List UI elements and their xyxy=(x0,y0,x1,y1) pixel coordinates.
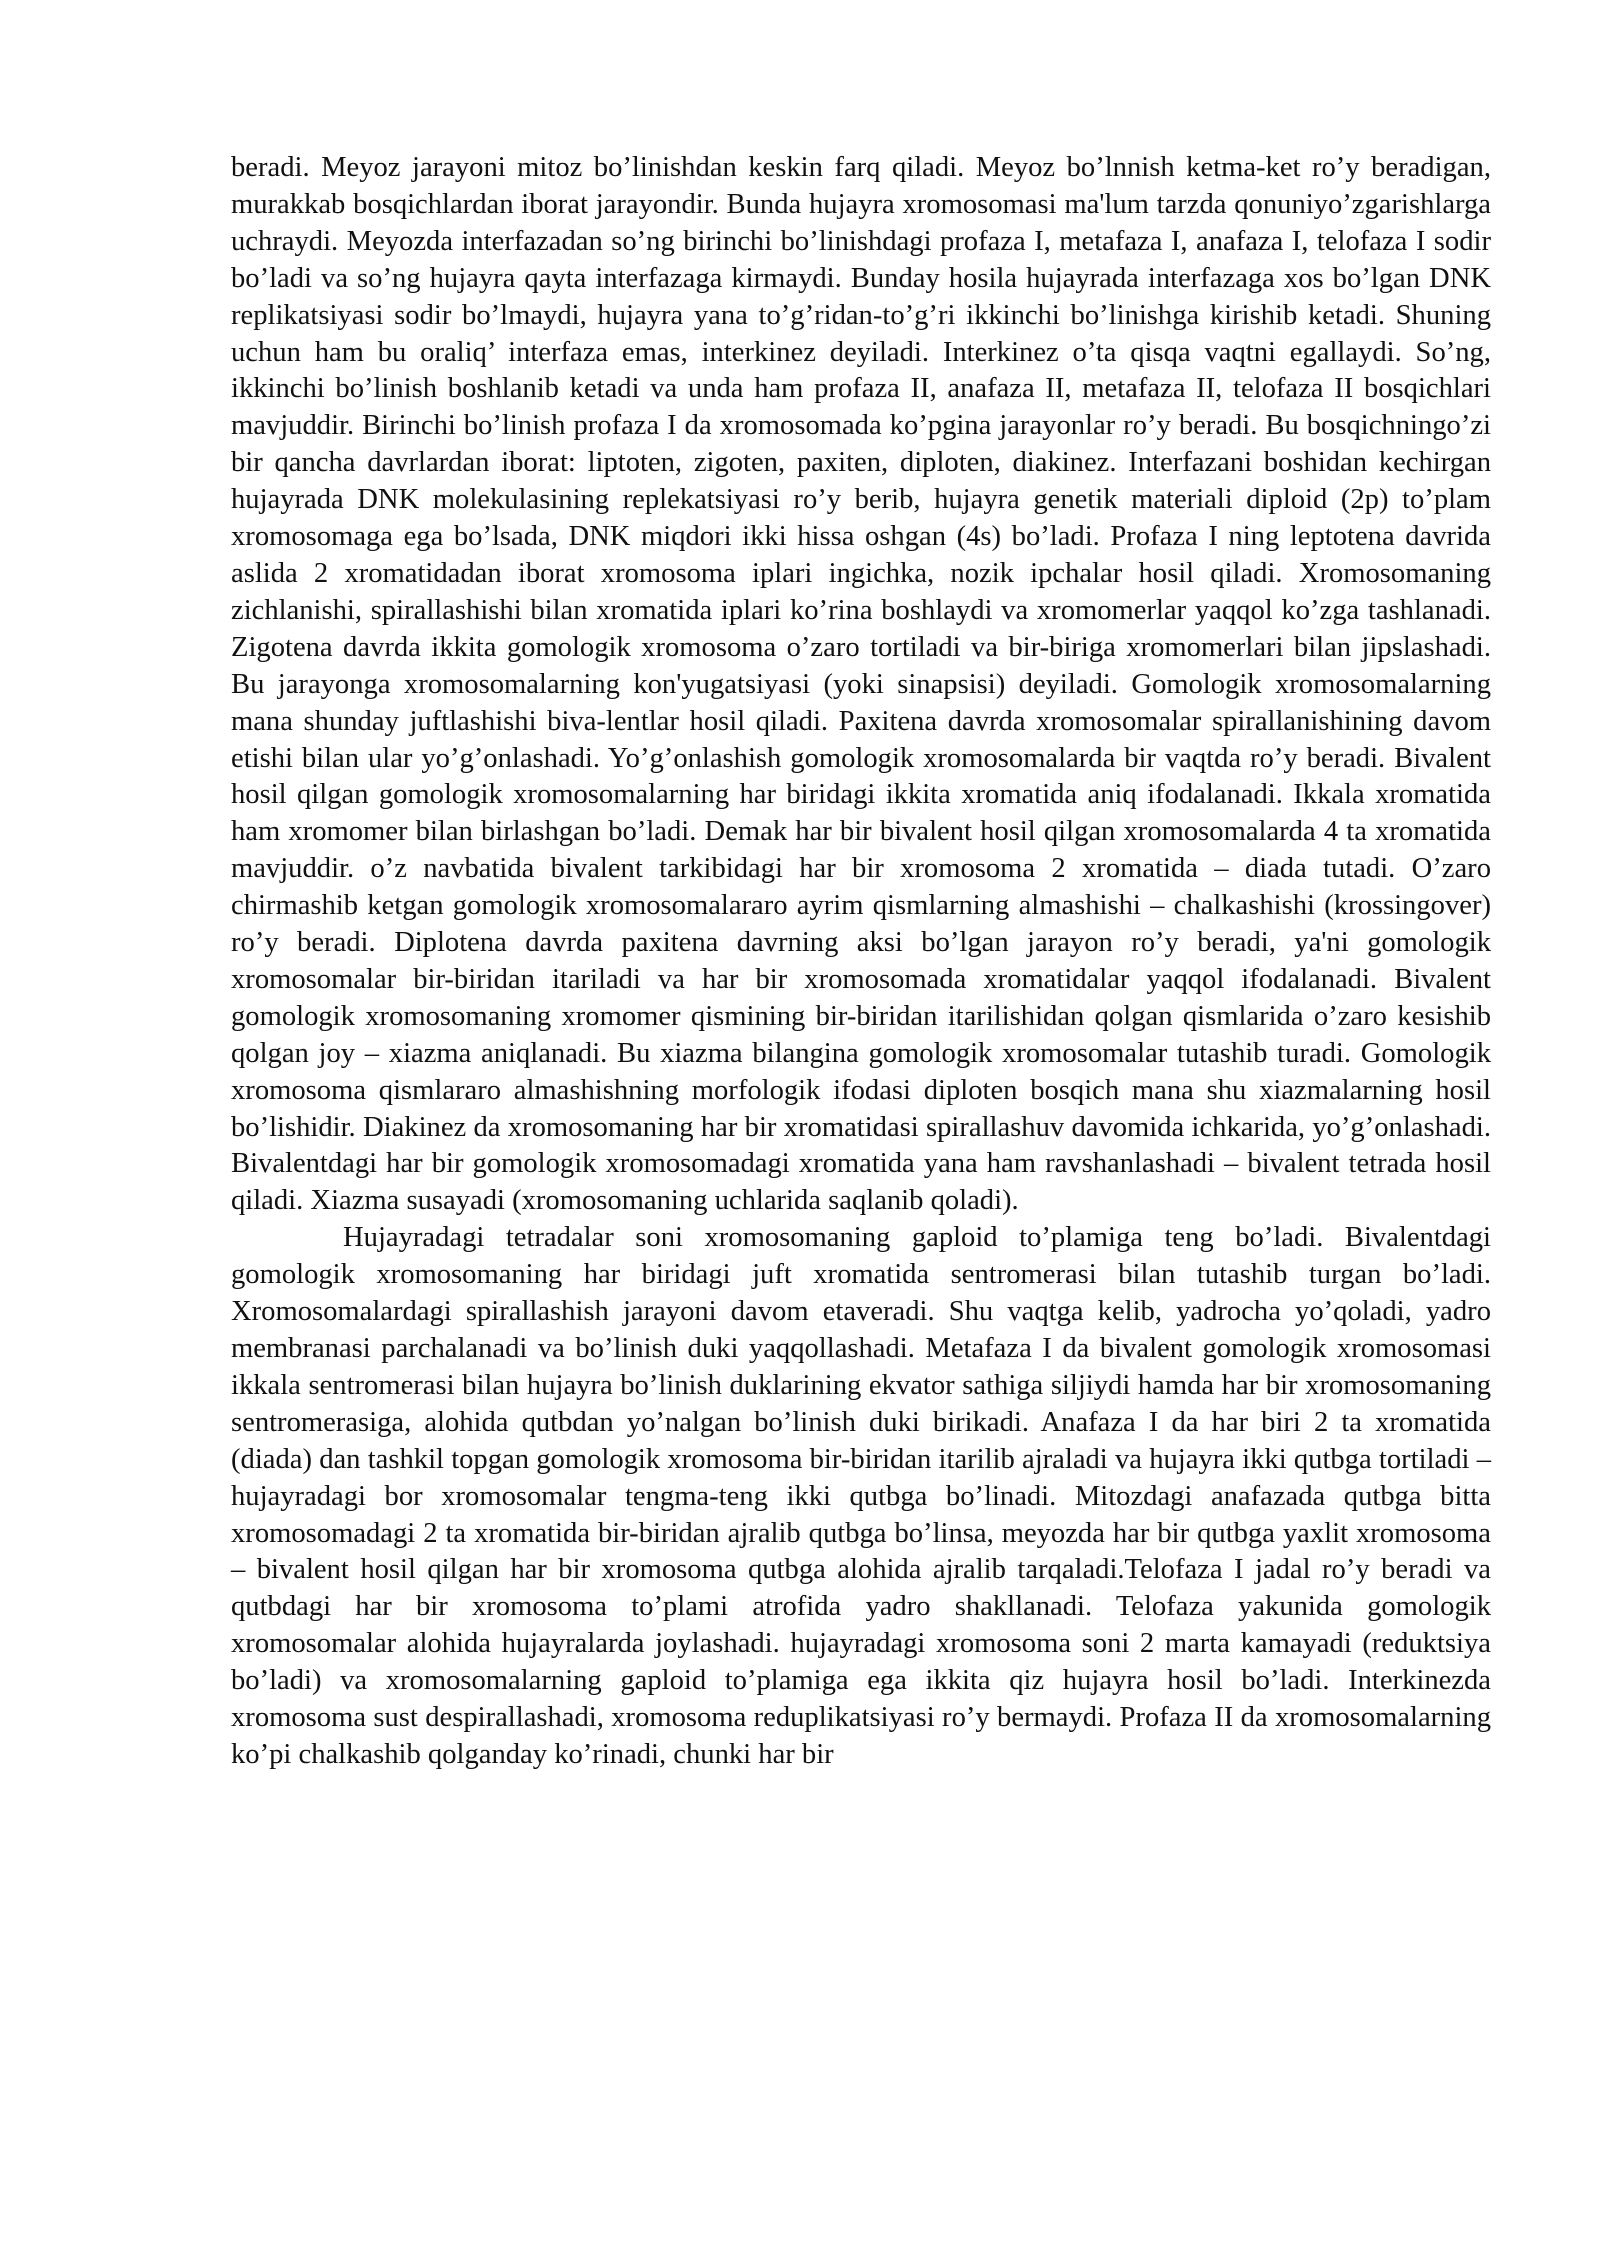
document-page xyxy=(231,150,1491,1774)
paragraph-meiosis-metaphase-anaphase: Hujayradagi tetradalar soni xromosomaning gaploid to’plamiga teng bo’ladi. Bivalentdagi gomologik xromosomaning har biridagi juft xromatida sentromerasi bilan tutashib turgan bo’ladi. Xromosomalardagi spirallashish jarayoni davom etaveradi. Shu vaqtga kelib, yadrocha yo’qoladi, yadro membranasi parchalanadi va bo’linish duki yaqqollashadi. Metafaza I da bivalent gomologik xromosomasi ikkala sentromerasi bilan hujayra bo’linish duklarining ekvator sathiga siljiydi hamda har bir xromosomaning sentromerasiga, alohida qutbdan yo’nalgan bo’linish duki birikadi. Anafaza I da har biri 2 ta xromatida (diada) dan tashkil topgan gomologik xromosoma bir-biridan itarilib ajraladi va hujayra ikki qutbga tortiladi – hujayradagi bor xromosomalar tengma-teng ikki qutbga bo’linadi. Mitozdagi anafazada qutbga bitta xromosomadagi 2 ta xromatida bir-biridan ajralib qutbga bo’linsa, meyozda har bir qutbga yaxlit xromosoma – bivalent hosil qilgan har bir xromosoma qutbga alohida ajralib tarqaladi.Telofaza I jadal ro’y beradi va qutbdagi har bir xromosoma to’plami atrofida yadro shakllanadi. Telofaza yakunida gomologik xromosomalar alohida hujayralarda joylashadi. hujayradagi xromosoma soni 2 marta kamayadi (reduktsiya bo’ladi) va xromosomalarning gaploid to’plamiga ega ikkita qiz hujayra hosil bo’ladi. Interkinezda xromosoma sust despirallashadi, xromosoma reduplikatsiyasi ro’y bermaydi. Profaza II da xromosomalarning ko’pi chalkashib qolganday ko’rinadi, chunki har bir xyxy=(231,1222,1491,1770)
paragraph-meiosis-prophase-i: beradi. Meyoz jarayoni mitoz bo’linishdan keskin farq qiladi. Meyoz bo’lnnish ketma-ket ro’y beradigan, murakkab bosqichlardan iborat jarayondir. Bunda hujayra xromosomasi ma'lum tarzda qonuniyo’zgarishlarga uchraydi. Meyozda interfazadan so’ng birinchi bo’linishdagi profaza I, metafaza I, anafaza I, telofaza I sodir bo’ladi va so’ng hujayra qayta interfazaga kirmaydi. Bunday hosila hujayrada interfazaga xos bo’lgan DNK replikatsiyasi sodir bo’lmaydi, hujayra yana to’g’ridan-to’g’ri ikkinchi bo’linishga kirishib ketadi. Shuning uchun ham bu oraliq’ interfaza emas, interkinez deyiladi. Interkinez o’ta qisqa vaqtni egallaydi. So’ng, ikkinchi bo’linish boshlanib ketadi va unda ham profaza II, anafaza II, metafaza II, telofaza II bosqichlari mavjuddir. Birinchi bo’linish profaza I da xromosomada ko’pgina jarayonlar ro’y beradi. Bu bosqichningo’zi bir qancha davrlardan iborat: liptoten, zigoten, paxiten, diploten, diakinez. Interfazani boshidan kechirgan hujayrada DNK molekulasining replekatsiyasi ro’y berib, hujayra genetik materiali diploid (2p) to’plam xromosomaga ega bo’lsada, DNK miqdori ikki hissa oshgan (4s) bo’ladi. Profaza I ning leptotena davrida aslida 2 xromatidadan iborat xromosoma iplari ingichka, nozik ipchalar hosil qiladi. Xromosomaning zichlanishi, spirallashishi bilan xromatida iplari ko’rina boshlaydi va xromomerlar yaqqol ko’zga tashlanadi. Zigotena davrda ikkita gomologik xromosoma o’zaro tortiladi va bir-biriga xromomerlari bilan jipslashadi. Bu jarayonga xromosomalarning kon'yugatsiyasi (yoki sinapsisi) deyiladi. Gomologik xromosomalarning mana shunday juftlashishi biva-lentlar hosil qiladi. Paxitena davrda xromosomalar spirallanishining davom etishi bilan ular yo’g’onlashadi. Yo’g’onlashish gomologik xromosomalarda bir vaqtda ro’y beradi. Bivalent hosil qilgan gomologik xromosomalarning har biridagi ikkita xromatida aniq ifodalanadi. Ikkala xromatida ham xromomer bilan birlashgan bo’ladi. Demak har bir bivalent hosil qilgan xromosomalarda 4 ta xromatida mavjuddir. o’z navbatida bivalent tarkibidagi har bir xromosoma 2 xromatida – diada tutadi. O’zaro chirmashib ketgan gomologik xromosomalararo ayrim qismlarning almashishi – chalkashishi (krossingover) ro’y beradi. Diplotena davrda paxitena davrning aksi bo’lgan jarayon ro’y beradi, ya'ni gomologik xromosomalar bir-biridan itariladi va har bir xromosomada xromatidalar yaqqol ifodalanadi. Bivalent gomologik xromosomaning xromomer qismining bir-biridan itarilishidan qolgan qismlarida o’zaro kesishib qolgan joy – xiazma aniqlanadi. Bu xiazma bilangina gomologik xromosomalar tutashib turadi. Gomologik xromosoma qismlararo almashishning morfologik ifodasi diploten bosqich mana shu xiazmalarning hosil bo’lishidir. Diakinez da xromosomaning har bir xromatidasi spirallashuv davomida ichkarida, yo’g’onlashadi. Bivalentdagi har bir gomologik xromosomadagi xromatida yana ham ravshanlashadi – bivalent tetrada hosil qiladi. Xiazma susayadi (xromosomaning uchlarida saqlanib qoladi). xyxy=(231,152,1491,1217)
